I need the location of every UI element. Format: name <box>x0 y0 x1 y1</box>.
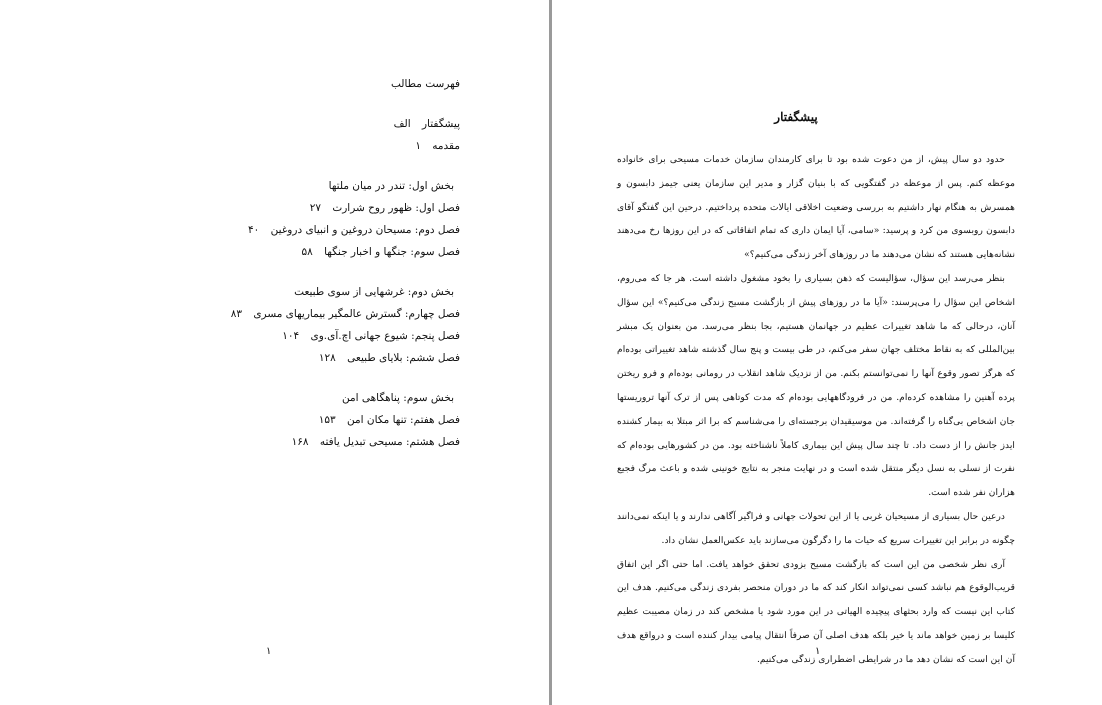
preface-paragraph: آری نظر شخصی من این است که بازگشت مسیح بزودی تحقق خواهد یافت. اما حتی اگر این اتفاق قریب‌الوقوع هم نباشد کسی نمی‌تواند انکار کند که ما در دوران منحصر بفردی زندگی می‌کنیم. هدف این کتاب این نیست که وارد بحثهای پیچیده الهیاتی در این مورد شود یا مشخص کند در زمان مصیبت عظیم کلیسا بر زمین خواهد ماند یا خیر بلکه هدف اصلی آن صرفاً انتقال پیامی بیدار کننده است و درواقع هدف آن این است که نشان دهد ما در شرایطی اضطراری زندگی می‌کنیم. <box>617 558 1015 665</box>
toc-entry-page: ۱۰۴ <box>282 330 300 342</box>
toc-entry-page: ۱ <box>415 140 421 152</box>
toc-entry-page: الف <box>393 118 411 130</box>
toc-entry-label: پیشگفتار <box>421 118 460 130</box>
toc-entry-label: فصل ششم: بلایای طبیعی <box>347 352 460 364</box>
toc-entry-label: فصل اول: ظهور روح شرارت <box>332 202 460 214</box>
toc-entry-page: ۴۰ <box>248 224 260 236</box>
toc-entry-label: فصل چهارم: گسترش عالمگیر بیماریهای مسری <box>253 308 460 320</box>
toc-page <box>0 0 549 705</box>
toc-entry-chapter[interactable] <box>231 304 460 324</box>
preface-body <box>617 148 1015 672</box>
preface-paragraph: بنظر می‌رسد این سؤال، سؤالیست که ذهن بسیاری را بخود مشغول داشته است. هر جا که می‌روم، اشخاص این سؤال را می‌پرسند: «آیا ما در روزهای پیش از بازگشت مسیح زندگی می‌کنیم؟» این سؤال آنان، درحالی که ما شاهد تغییرات عظیم در جهانمان هستیم، بجا بنظر می‌رسد. من بعنوان یک مبشر بین‌المللی که به نقاط مختلف جهان سفر می‌کنم، در طی بیست و پنج سال گذشته شاهد تغییراتی بوده‌ام که هرگز تصور وقوع آنها را نمی‌توانستم بکنم. من از نزدیک شاهد انقلاب در رومانی بوده‌ام و فرو ریختن پرده آهنین را مشاهده کرده‌ام. من در فرودگاههایی بوده‌ام که مدت کوتاهی پس از ترک آنها تروریستها جان اشخاص بی‌گناه را گرفته‌اند. من موسیقیدان برجسته‌ای را می‌شناسم که برا اثر مبتلا به بیمار کشنده ایدز جانش را از دست داد. تا چند سال پیش این بیماری کاملاً ناشناخته بود. من در کشورهایی بوده‌ام که نفرت از نسلی به نسل دیگر منتقل شده است و در نهایت منجر به نتایج خونینی شده و باعث مرگ فجیع هزاران نفر شده است. <box>617 272 1015 499</box>
toc-entry-chapter[interactable] <box>301 242 460 262</box>
toc-entry-label: فصل هشتم: مسیحی تبدیل یافته <box>319 436 460 448</box>
toc-entry-label: فصل هفتم: تنها مکان امن <box>347 414 460 426</box>
toc-entry-label: فصل پنجم: شیوع جهانی اچ.آی.وی <box>310 330 460 342</box>
toc-entry-chapter[interactable] <box>319 348 460 368</box>
toc-entry-chapter[interactable] <box>319 410 460 430</box>
toc-entry-page: ۱۲۸ <box>318 352 336 364</box>
toc-entry-label: مقدمه <box>432 140 460 152</box>
preface-heading: پیشگفتار <box>774 110 818 124</box>
toc-entry-chapter[interactable] <box>282 326 460 346</box>
toc-entry-chapter[interactable] <box>310 198 460 218</box>
page-number: ۱ <box>266 646 272 657</box>
toc-entry-chapter[interactable] <box>292 432 460 452</box>
toc-entry-page: ۵۸ <box>301 246 313 258</box>
preface-paragraph: حدود دو سال پیش، از من دعوت شده بود تا برای کارمندان سازمان خدمات مسیحی برای خانواده موعظه کنم. پس از موعظه در گفتگویی که با بنیان گزار و مدیر این سازمان یعنی جیمز دابسون و همسرش به هنگام نهار داشتیم به بررسی وضعیت اخلاقی ایالات متحده پرداختیم. درحین این گفتگو آقای دابسون روبسوی من کرد و پرسید: «سامی، آیا ایمان داری که تمام اتفاقاتی که در این روزها رخ می‌دهند نشانه‌هایی هستند که نشان می‌دهند ما در روزهای آخر زندگی می‌کنیم؟» <box>617 154 1015 261</box>
toc-entry-label: فصل دوم: مسیحان دروغین و انبیای دروغین <box>270 224 460 236</box>
toc-entry-page: ۱۶۸ <box>291 436 309 448</box>
toc-entry-introduction[interactable] <box>415 136 460 156</box>
toc-entry-page: ۲۷ <box>309 202 321 214</box>
toc-title: فهرست مطالب <box>390 78 460 90</box>
toc-entry-chapter[interactable] <box>248 220 460 240</box>
toc-entry-label: فصل سوم: جنگها و اخبار جنگها <box>324 246 460 258</box>
page-number: ۱ <box>815 646 821 657</box>
toc-entry-page: ۱۵۳ <box>318 414 336 426</box>
toc-section-title: بخش دوم: غرشهایی از سوی طبیعت <box>294 286 454 298</box>
toc-section-title: بخش اول: تندر در میان ملتها <box>328 180 454 192</box>
toc-section-title: بخش سوم: پناهگاهی امن <box>341 392 454 404</box>
toc-entry-page: ۸۳ <box>230 308 242 320</box>
preface-paragraph: درعین حال بسیاری از مسیحیان غربی یا از این تحولات جهانی و فراگیر آگاهی ندارند و یا اینکه نمی‌دانند چگونه در برابر این تغییرات سریع که حیات ما را دگرگون می‌سازند باید عکس‌العمل نشان داد. <box>617 510 1015 546</box>
toc-entry-preface[interactable] <box>394 114 460 134</box>
